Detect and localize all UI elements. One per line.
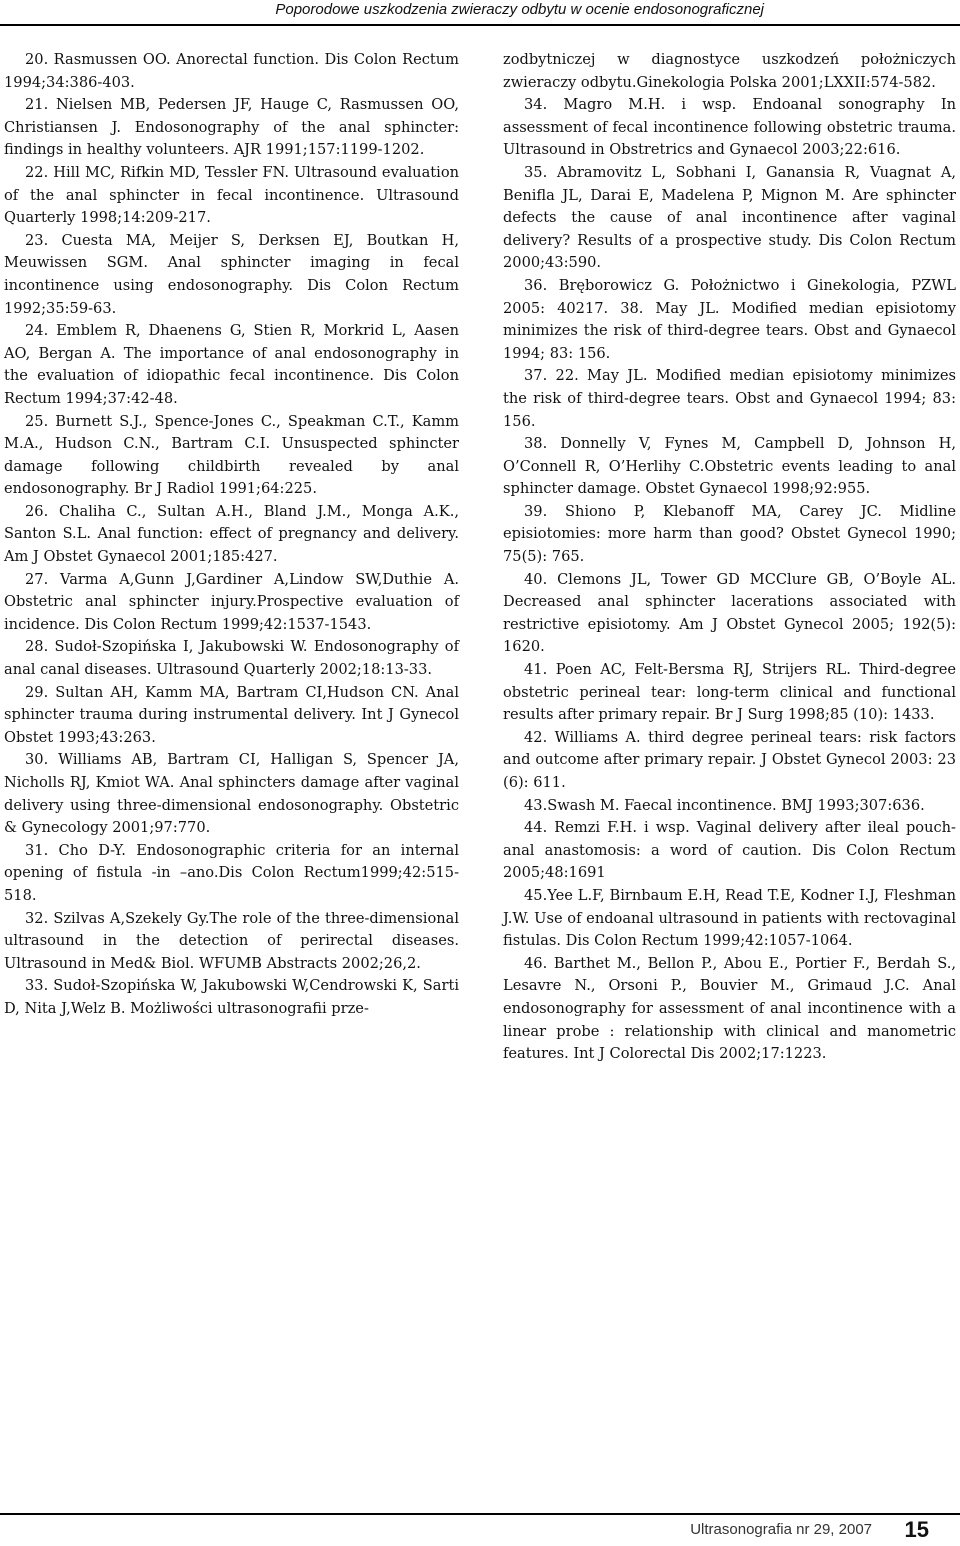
footer-journal-issue: Ultrasonografia nr 29, 2007 <box>690 1521 872 1538</box>
reference-item: 31. Cho D-Y. Endosonographic criteria for an internal opening of fistula -in –ano.Dis Colon Rectum1999;42:515-518. <box>4 841 459 904</box>
running-header-title: Poporodowe uszkodzenia zwieraczy odbytu w ocenie endosonograficznej <box>275 1 764 18</box>
reference-item: 21. Nielsen MB, Pedersen JF, Hauge C, Rasmussen OO, Christiansen J. Endosonography of the anal sphincter: findings in healthy volunteers. AJR 1991;157:1199-1202. <box>4 96 459 159</box>
reference-item: 29. Sultan AH, Kamm MA, Bartram CI,Hudson CN. Anal sphincter trauma during instrumental delivery. Int J Gynecol Obstet 1993;43:263. <box>4 683 459 746</box>
references-left-column <box>4 49 459 1021</box>
reference-item: 20. Rasmussen OO. Anorectal function. Dis Colon Rectum 1994;34:386-403. <box>4 51 459 91</box>
reference-item: 40. Clemons JL, Tower GD MCClure GB, O’Boyle AL. Decreased anal sphincter lacerations associated with restrictive episiotomy. Am J Obstet Gynecol 2005; 192(5): 1620. <box>503 570 956 656</box>
page-number: 15 <box>904 1517 929 1542</box>
reference-item: 28. Sudoł-Szopińska I, Jakubowski W. Endosonography of anal canal diseases. Ultrasound Quarterly 2002;18:13-33. <box>4 638 459 679</box>
reference-item: 27. Varma A,Gunn J,Gardiner A,Lindow SW,Duthie A. Obstetric anal sphincter injury.Prospective evaluation of incidence. Dis Colon Rectum 1999;42:1537-1543. <box>4 570 459 633</box>
references-right-column <box>503 49 956 1066</box>
footer-rule <box>0 1513 960 1515</box>
reference-item: 43.Swash M. Faecal incontinence. BMJ 1993;307:636. <box>524 796 925 814</box>
reference-item: 41. Poen AC, Felt-Bersma RJ, Strijers RL. Third-degree obstetric perineal tear: long-term clinical and functional results after primary repair. Br J Surg 1998;85 (10): 1433. <box>503 661 956 724</box>
reference-item: 44. Remzi F.H. i wsp. Vaginal delivery after ileal pouch-anal anastomosis: a word of caution. Dis Colon Rectum 2005;48:1691 <box>503 819 956 882</box>
reference-item: 38. Donnelly V, Fynes M, Campbell D, Johnson H, O’Connell R, O’Herlihy C.Obstetric events leading to anal sphincter damage. Obstet Gynaecol 1998;92:955. <box>503 435 956 498</box>
running-header <box>0 0 960 26</box>
reference-item: 24. Emblem R, Dhaenens G, Stien R, Morkrid L, Aasen AO, Bergan A. The importance of anal endosonography in the evaluation of idiopathic fecal incontinence. Dis Colon Rectum 1994;37:42-48. <box>4 322 459 407</box>
reference-item: 26. Chaliha C., Sultan A.H., Bland J.M., Monga A.K., Santon S.L. Anal function: effect of pregnancy and delivery. Am J Obstet Gynaecol 2001;185:427. <box>4 502 459 566</box>
reference-item: 33. Sudoł-Szopińska W, Jakubowski W,Cendrowski K, Sarti D, Nita J,Welz B. Możliwości ultrasonografii prze- <box>4 977 459 1017</box>
reference-item: 22. Hill MC, Rifkin MD, Tessler FN. Ultrasound evaluation of the anal sphincter in fecal incontinence. Ultrasound Quarterly 1998;14:209-217. <box>4 163 459 227</box>
reference-item: 34. Magro M.H. i wsp. Endoanal sonography In assessment of fecal incontinence following obstetric trauma. Ultrasound in Obstretrics and Gynaecol 2003;22:616. <box>503 96 956 159</box>
reference-item: 37. 22. May JL. Modified median episiotomy minimizes the risk of third-degree tears. Obst and Gynaecol 1994; 83: 156. <box>503 367 956 430</box>
reference-continuation: zodbytniczej w diagnostyce uszkodzeń położniczych zwieraczy odbytu.Ginekologia Polska 2001;LXXII:574-582. <box>503 51 956 91</box>
reference-item: 25. Burnett S.J., Spence-Jones C., Speakman C.T., Kamm M.A., Hudson C.N., Bartram C.I. Unsuspected sphincter damage following childbirth revealed by anal endosonography. Br J Radiol 1991;64:225. <box>4 412 459 498</box>
reference-item: 30. Williams AB, Bartram CI, Halligan S, Spencer JA, Nicholls RJ, Kmiot WA. Anal sphincters damage after vaginal delivery using three-dimensional endosonography. Obstetric & Gynecology 2001;97:770. <box>4 751 459 837</box>
reference-item: 32. Szilvas A,Szekely Gy.The role of the three-dimensional ultrasound in the detection of perirectal diseases. Ultrasound in Med& Biol. WFUMB Abstracts 2002;26,2. <box>4 909 459 972</box>
reference-item: 42. Williams A. third degree perineal tears: risk factors and outcome after primary repair. J Obstet Gynecol 2003: 23 (6): 611. <box>503 728 956 791</box>
reference-item: 36. Bręborowicz G. Położnictwo i Ginekologia, PZWL 2005: 40217. 38. May JL. Modified median episiotomy minimizes the risk of third-degree tears. Obst and Gynaecol 1994; 83: 156. <box>503 276 956 362</box>
reference-item: 35. Abramovitz L, Sobhani I, Ganansia R, Vuagnat A, Benifla JL, Darai E, Madelena P, Mignon M. Are sphincter defects the cause of anal incontinence after vaginal delivery? Results of a prospective study. Dis Colon Rectum 2000;43:590. <box>503 163 956 272</box>
reference-item: 45.Yee L.F, Birnbaum E.H, Read T.E, Kodner I.J, Fleshman J.W. Use of endoanal ultrasound in patients with rectovaginal fistulas. Dis Colon Rectum 1999;42:1057-1064. <box>503 886 956 950</box>
reference-item: 23. Cuesta MA, Meijer S, Derksen EJ, Boutkan H, Meuwissen SGM. Anal sphincter imaging in fecal incontinence using endosonography. Dis Colon Rectum 1992;35:59-63. <box>4 231 459 317</box>
reference-item: 46. Barthet M., Bellon P., Abou E., Portier F., Berdah S., Lesavre N., Orsoni P., Bouvier M., Grimaud J.C. Anal endosonography for assessment of anal incontinence with a linear probe : relationship with clinical and manometric features. Int J Colorectal Dis 2002;17:1223. <box>503 954 956 1063</box>
reference-item: 39. Shiono P, Klebanoff MA, Carey JC. Midline episiotomies: more harm than good? Obstet Gynecol 1990; 75(5): 765. <box>503 502 956 566</box>
